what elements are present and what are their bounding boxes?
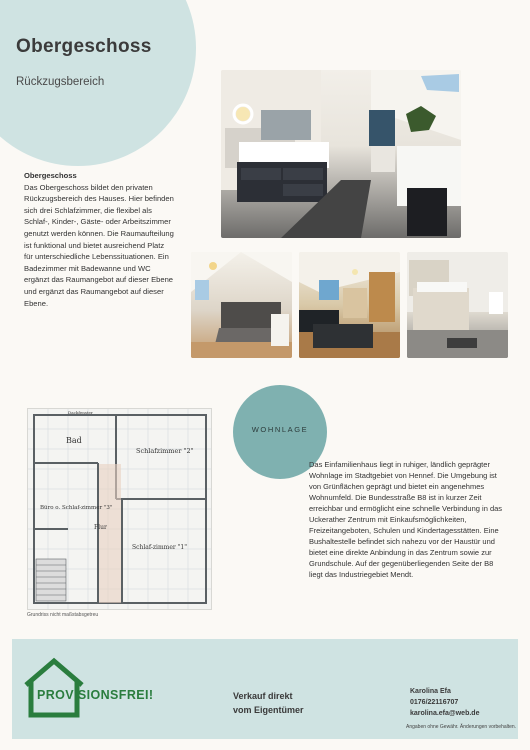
floor-plan-label-buero: Büro o. Schlaf-zimmer "3"	[40, 505, 113, 511]
bathroom-photo-2	[407, 252, 508, 358]
bedroom-photo-2-drawing	[299, 252, 400, 358]
floor-plan-label-schlafzimmer-2: Schlafzimmer "2"	[136, 447, 194, 455]
contact-phone[interactable]: 0176/22116707	[410, 699, 459, 706]
sale-line-1: Verkauf direkt	[233, 691, 293, 701]
bathroom-photo-drawing	[221, 70, 461, 238]
provisionsfrei-badge: PROVISIONSFREI!	[37, 688, 154, 702]
bathroom-photo	[221, 70, 461, 238]
intro-heading: Obergeschoss	[24, 171, 77, 180]
floor-plan-label-dachfenster: Dachfenster	[68, 410, 93, 415]
contact-name: Karolina Efa	[410, 688, 451, 695]
contact-email[interactable]: karolina.efa@web.de	[410, 710, 480, 717]
bathroom-photo-2-drawing	[407, 252, 508, 358]
bedroom-photo-1	[191, 252, 292, 358]
bedroom-photo-2	[299, 252, 400, 358]
floor-plan-drawing	[28, 409, 211, 609]
sale-line-2: vom Eigentümer	[233, 705, 304, 715]
page-subtitle: Rückzugsbereich	[16, 76, 105, 88]
floor-plan	[27, 408, 212, 610]
floor-plan-label-flur: Flur	[94, 524, 107, 531]
floor-plan-label-schlafzimmer-1: Schlaf-zimmer "1"	[132, 544, 187, 551]
floor-plan-label-bad: Bad	[66, 436, 82, 445]
page-title: Obergeschoss	[16, 36, 152, 57]
wohnlage-heading: WOHNLAGE	[251, 425, 309, 434]
intro-text-block	[24, 170, 174, 309]
sale-info	[233, 689, 304, 717]
intro-body: Das Obergeschoss bildet den privaten Rückzugsbereich des Hauses. Hier befinden sich drei Schlafzimmer, die flexibel als Schlaf-, Kinder-, Gäste- oder Arbeitszimmer genutzt werden können. Die Raumaufteilung ist funktional und bietet ausreichend Platz für unterschiedliche Lebenssituationen. Ein Badezimmer mit Badewanne und WC ergänzt das Raumangebot auf dieser Ebene und ergänzt das Raumangebot auf dieser Ebene.	[24, 182, 174, 308]
bedroom-photo-1-drawing	[191, 252, 292, 358]
wohnlage-text: Das Einfamilienhaus liegt in ruhiger, ländlich geprägter Wohnlage im Stadtgebiet von Hennef. Die Umgebung ist von Grünflächen geprägt und bietet ein angenehmes Wohnumfeld. Die Bundesstraße B8 ist in kurzer Zeit erreichbar und ermöglicht eine schnelle Verbindung in das Uckerather Zentrum mit Einkaufsmöglichkeiten, Freizeitangeboten, Schulen und Kindertagesstätten. Eine Bushaltestelle befindet sich nahezu vor der Haustür und bietet eine direkte Anbindung in das Zentrum sowie zur Grundschule. Auf der gegenüberliegenden Seite der B8 liegt das Industriegebiet Mendt.	[309, 460, 503, 579]
contact-block	[410, 686, 479, 719]
disclaimer-text: Angaben ohne Gewähr. Änderungen vorbehalten.	[406, 724, 517, 730]
floor-plan-caption: Grundriss nicht maßstabsgetreu	[27, 612, 99, 618]
